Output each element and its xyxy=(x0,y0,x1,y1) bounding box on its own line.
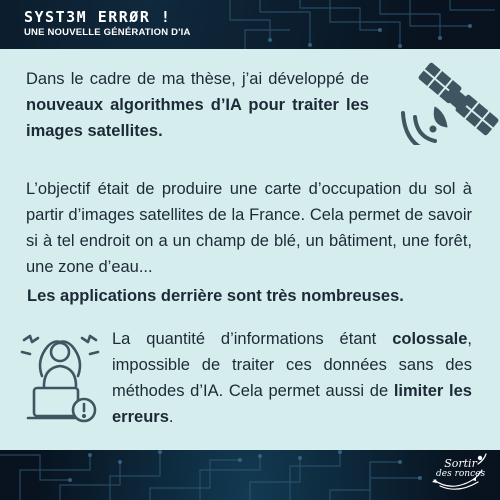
stressed-person-laptop-icon xyxy=(20,330,102,425)
paragraph-thesis-highlight: nouveaux algorithmes d’IA pour traiter les images satellites. xyxy=(26,96,369,140)
satellite-icon xyxy=(395,55,500,145)
paragraph-thesis xyxy=(26,66,369,144)
paragraph-quantity-text-2: , impossible de traiter ces données sans des méthodes d’IA. Cela permet aussi de xyxy=(112,330,472,400)
logo-text xyxy=(436,458,485,480)
logo-line-1: Sortir xyxy=(444,457,477,470)
paragraph-thesis-text: Dans le cadre de ma thèse, j’ai développé de xyxy=(26,70,369,88)
paragraph-quantity xyxy=(112,326,472,430)
paragraph-quantity-text-3: . xyxy=(168,408,174,426)
paragraph-objective: L’objectif était de produire une carte d’occupation du sol à partir d’images satellites de la France. Cela permet de savoir si à tel endroit on a un champ de blé, un bâtiment, une forêt, une zone d’eau... xyxy=(26,180,472,276)
paragraph-quantity-highlight-2: limiter les erreurs xyxy=(112,382,472,426)
paragraph-quantity-highlight-1: colossale xyxy=(392,330,468,348)
paragraph-applications: Les applications derrière sont très nombreuses. xyxy=(27,287,404,305)
paragraph-quantity-text-1: La quantité d’informations étant xyxy=(112,330,393,348)
brand-tagline: UNE NOUVELLE GÉNÉRATION D'IA xyxy=(24,27,191,38)
header xyxy=(24,8,191,38)
logo-line-2: des ronces xyxy=(436,469,486,479)
brand-title: SYST3M ERRØR ! xyxy=(24,8,172,26)
